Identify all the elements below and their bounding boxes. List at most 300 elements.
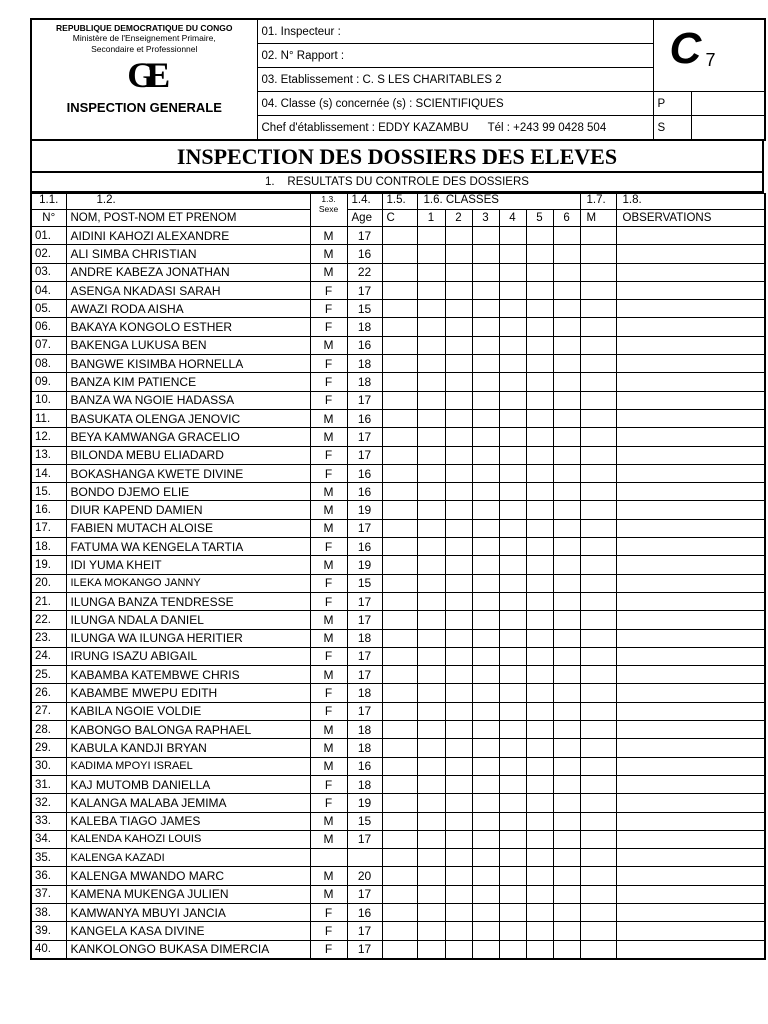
table-row [31, 300, 765, 318]
student-name: FATUMA WA KENGELA TARTIA [66, 538, 310, 556]
check-class-3 [472, 556, 499, 574]
table-row [31, 794, 765, 812]
check-class-3 [472, 629, 499, 647]
check-m [580, 647, 616, 665]
col-observations-label: OBSERVATIONS [616, 210, 765, 227]
table-row [31, 391, 765, 409]
student-number: 37. [31, 885, 66, 903]
check-class-6 [553, 446, 580, 464]
check-c [382, 391, 417, 409]
check-class-3 [472, 922, 499, 940]
student-sex: M [310, 757, 347, 775]
section-title: 1. RESULTATS DU CONTROLE DES DOSSIERS [30, 173, 764, 193]
student-sex: M [310, 611, 347, 629]
table-row [31, 757, 765, 775]
header-table [30, 18, 766, 141]
check-class-3 [472, 666, 499, 684]
check-class-6 [553, 794, 580, 812]
check-c [382, 574, 417, 592]
student-age: 16 [347, 245, 382, 263]
check-class-1 [417, 666, 445, 684]
col-class-1: 1 [417, 210, 445, 227]
check-class-6 [553, 592, 580, 610]
check-class-4 [499, 391, 526, 409]
check-class-5 [526, 263, 553, 281]
observations-cell [616, 483, 765, 501]
check-class-6 [553, 263, 580, 281]
check-c [382, 501, 417, 519]
student-number: 10. [31, 391, 66, 409]
student-name: BANGWE KISIMBA HORNELLA [66, 355, 310, 373]
table-row [31, 775, 765, 793]
check-class-5 [526, 281, 553, 299]
student-sex: M [310, 556, 347, 574]
student-name: BONDO DJEMO ELIE [66, 483, 310, 501]
check-class-4 [499, 355, 526, 373]
check-class-2 [445, 501, 472, 519]
table-row [31, 483, 765, 501]
table-row [31, 647, 765, 665]
student-sex: F [310, 355, 347, 373]
col-age-code: 1.4. [347, 194, 382, 210]
check-class-3 [472, 538, 499, 556]
student-age: 18 [347, 629, 382, 647]
check-class-1 [417, 775, 445, 793]
student-sex: M [310, 519, 347, 537]
observations-cell [616, 409, 765, 427]
check-c [382, 300, 417, 318]
check-c [382, 336, 417, 354]
table-header-row [31, 210, 765, 227]
ge-logo: GE [127, 55, 162, 95]
student-age: 19 [347, 556, 382, 574]
table-header-row [31, 194, 765, 210]
student-name: KABONGO BALONGA RAPHAEL [66, 721, 310, 739]
student-sex: M [310, 227, 347, 245]
observations-cell [616, 519, 765, 537]
check-class-2 [445, 702, 472, 720]
check-class-5 [526, 318, 553, 336]
check-m [580, 538, 616, 556]
check-m [580, 830, 616, 848]
student-age: 20 [347, 867, 382, 885]
student-number: 36. [31, 867, 66, 885]
check-m [580, 940, 616, 959]
check-class-2 [445, 849, 472, 867]
check-class-5 [526, 409, 553, 427]
student-name: ANDRE KABEZA JONATHAN [66, 263, 310, 281]
inspection-generale-label: INSPECTION GENERALE [66, 100, 222, 115]
check-class-5 [526, 428, 553, 446]
form-code [653, 19, 765, 92]
student-sex: M [310, 336, 347, 354]
check-m [580, 867, 616, 885]
check-class-4 [499, 245, 526, 263]
table-row [31, 721, 765, 739]
student-age: 17 [347, 647, 382, 665]
check-class-5 [526, 775, 553, 793]
check-c [382, 830, 417, 848]
check-class-1 [417, 501, 445, 519]
check-m [580, 336, 616, 354]
student-age: 16 [347, 903, 382, 921]
check-class-6 [553, 281, 580, 299]
check-class-4 [499, 574, 526, 592]
col-m-label: M [580, 210, 616, 227]
check-m [580, 281, 616, 299]
inspecteur-field: 01. Inspecteur : [257, 19, 653, 44]
student-sex: M [310, 245, 347, 263]
student-number: 27. [31, 702, 66, 720]
check-class-1 [417, 446, 445, 464]
student-sex: F [310, 903, 347, 921]
student-age: 16 [347, 538, 382, 556]
student-sex: F [310, 391, 347, 409]
check-class-3 [472, 739, 499, 757]
table-row [31, 592, 765, 610]
observations-cell [616, 227, 765, 245]
check-class-3 [472, 885, 499, 903]
table-row [31, 409, 765, 427]
check-c [382, 775, 417, 793]
student-sex: F [310, 300, 347, 318]
student-age: 17 [347, 885, 382, 903]
student-sex: F [310, 922, 347, 940]
student-number: 39. [31, 922, 66, 940]
student-number: 31. [31, 775, 66, 793]
student-name: KANGELA KASA DIVINE [66, 922, 310, 940]
check-class-4 [499, 592, 526, 610]
student-number: 35. [31, 849, 66, 867]
student-age: 17 [347, 940, 382, 959]
students-table [30, 193, 766, 960]
check-m [580, 428, 616, 446]
check-class-2 [445, 464, 472, 482]
check-class-4 [499, 666, 526, 684]
check-class-4 [499, 885, 526, 903]
check-class-4 [499, 263, 526, 281]
check-class-2 [445, 757, 472, 775]
check-class-3 [472, 684, 499, 702]
check-class-3 [472, 318, 499, 336]
observations-cell [616, 245, 765, 263]
check-m [580, 757, 616, 775]
check-class-2 [445, 428, 472, 446]
check-class-1 [417, 849, 445, 867]
student-name: KABAMBE MWEPU EDITH [66, 684, 310, 702]
check-c [382, 263, 417, 281]
check-c [382, 227, 417, 245]
check-class-1 [417, 281, 445, 299]
check-class-4 [499, 373, 526, 391]
student-age: 17 [347, 922, 382, 940]
student-sex: F [310, 775, 347, 793]
check-class-6 [553, 940, 580, 959]
form-code-letter: C [669, 24, 702, 73]
check-c [382, 446, 417, 464]
observations-cell [616, 300, 765, 318]
check-m [580, 922, 616, 940]
check-class-6 [553, 428, 580, 446]
observations-cell [616, 702, 765, 720]
student-name: BANZA WA NGOIE HADASSA [66, 391, 310, 409]
col-number-label: N° [31, 210, 66, 227]
check-class-5 [526, 501, 553, 519]
student-sex: M [310, 812, 347, 830]
check-class-3 [472, 409, 499, 427]
student-name: ILUNGA BANZA TENDRESSE [66, 592, 310, 610]
check-m [580, 519, 616, 537]
student-age: 18 [347, 775, 382, 793]
check-class-3 [472, 373, 499, 391]
table-row [31, 666, 765, 684]
student-number: 06. [31, 318, 66, 336]
col-class-5: 5 [526, 210, 553, 227]
observations-cell [616, 629, 765, 647]
check-class-2 [445, 775, 472, 793]
check-class-5 [526, 684, 553, 702]
check-class-6 [553, 409, 580, 427]
check-m [580, 556, 616, 574]
student-name: KABILA NGOIE VOLDIE [66, 702, 310, 720]
check-class-2 [445, 245, 472, 263]
check-class-5 [526, 538, 553, 556]
check-class-4 [499, 556, 526, 574]
table-row [31, 336, 765, 354]
student-name: KALANGA MALABA JEMIMA [66, 794, 310, 812]
check-class-3 [472, 903, 499, 921]
col-class-3: 3 [472, 210, 499, 227]
student-age: 16 [347, 757, 382, 775]
chef-etablissement-field: Chef d'établissement : EDDY KAZAMBU Tél : +243 99 0428 504 [257, 116, 653, 141]
check-class-6 [553, 757, 580, 775]
check-class-4 [499, 300, 526, 318]
check-class-2 [445, 721, 472, 739]
check-class-4 [499, 867, 526, 885]
check-m [580, 318, 616, 336]
check-class-1 [417, 794, 445, 812]
student-name: KABULA KANDJI BRYAN [66, 739, 310, 757]
observations-cell [616, 849, 765, 867]
check-class-5 [526, 666, 553, 684]
rapport-field: 02. N° Rapport : [257, 44, 653, 68]
check-class-2 [445, 227, 472, 245]
etablissement-field: 03. Etablissement : C. S LES CHARITABLES 2 [257, 68, 653, 92]
check-class-6 [553, 775, 580, 793]
check-class-6 [553, 538, 580, 556]
check-class-5 [526, 739, 553, 757]
check-class-5 [526, 867, 553, 885]
check-class-6 [553, 849, 580, 867]
student-age: 19 [347, 501, 382, 519]
check-class-1 [417, 830, 445, 848]
check-class-2 [445, 409, 472, 427]
check-m [580, 629, 616, 647]
check-class-3 [472, 245, 499, 263]
check-class-3 [472, 501, 499, 519]
table-row [31, 556, 765, 574]
check-class-2 [445, 281, 472, 299]
check-class-6 [553, 702, 580, 720]
check-class-3 [472, 592, 499, 610]
check-class-6 [553, 464, 580, 482]
observations-cell [616, 794, 765, 812]
check-class-4 [499, 629, 526, 647]
check-m [580, 355, 616, 373]
check-c [382, 922, 417, 940]
check-class-4 [499, 647, 526, 665]
check-class-5 [526, 355, 553, 373]
check-class-2 [445, 574, 472, 592]
student-sex: M [310, 885, 347, 903]
check-class-5 [526, 611, 553, 629]
check-class-6 [553, 483, 580, 501]
check-c [382, 409, 417, 427]
check-class-3 [472, 263, 499, 281]
check-class-1 [417, 592, 445, 610]
check-m [580, 849, 616, 867]
check-class-2 [445, 538, 472, 556]
check-class-6 [553, 739, 580, 757]
check-class-1 [417, 757, 445, 775]
table-row [31, 885, 765, 903]
check-class-6 [553, 519, 580, 537]
student-age: 18 [347, 355, 382, 373]
observations-cell [616, 446, 765, 464]
check-class-4 [499, 318, 526, 336]
check-class-5 [526, 757, 553, 775]
student-number: 03. [31, 263, 66, 281]
check-class-5 [526, 647, 553, 665]
student-name: ILUNGA WA ILUNGA HERITIER [66, 629, 310, 647]
table-row [31, 428, 765, 446]
student-age: 18 [347, 318, 382, 336]
student-number: 32. [31, 794, 66, 812]
check-class-6 [553, 812, 580, 830]
check-class-5 [526, 903, 553, 921]
student-number: 14. [31, 464, 66, 482]
student-sex: F [310, 684, 347, 702]
student-name: BANZA KIM PATIENCE [66, 373, 310, 391]
check-class-4 [499, 336, 526, 354]
check-class-3 [472, 300, 499, 318]
check-class-1 [417, 903, 445, 921]
check-class-4 [499, 794, 526, 812]
student-age: 17 [347, 227, 382, 245]
table-row [31, 922, 765, 940]
check-class-4 [499, 409, 526, 427]
check-class-3 [472, 611, 499, 629]
check-m [580, 903, 616, 921]
student-name: BILONDA MEBU ELIADARD [66, 446, 310, 464]
check-m [580, 885, 616, 903]
check-class-2 [445, 300, 472, 318]
student-number: 05. [31, 300, 66, 318]
check-c [382, 611, 417, 629]
check-c [382, 464, 417, 482]
observations-cell [616, 611, 765, 629]
check-class-4 [499, 227, 526, 245]
observations-cell [616, 684, 765, 702]
check-m [580, 263, 616, 281]
check-class-4 [499, 849, 526, 867]
check-m [580, 300, 616, 318]
student-name: KALEBA TIAGO JAMES [66, 812, 310, 830]
observations-cell [616, 922, 765, 940]
student-number: 09. [31, 373, 66, 391]
table-row [31, 538, 765, 556]
check-class-6 [553, 501, 580, 519]
page-title: INSPECTION DES DOSSIERS DES ELEVES [30, 141, 764, 173]
student-name: KALENGA MWANDO MARC [66, 867, 310, 885]
check-class-2 [445, 446, 472, 464]
check-class-4 [499, 940, 526, 959]
student-sex: F [310, 574, 347, 592]
observations-cell [616, 556, 765, 574]
student-name: BASUKATA OLENGA JENOVIC [66, 409, 310, 427]
check-class-2 [445, 629, 472, 647]
check-class-6 [553, 227, 580, 245]
observations-cell [616, 538, 765, 556]
check-class-1 [417, 885, 445, 903]
col-classes-header: 1.6. CLASSES [417, 194, 580, 210]
student-sex: F [310, 702, 347, 720]
student-sex: M [310, 739, 347, 757]
check-m [580, 446, 616, 464]
student-number: 16. [31, 501, 66, 519]
check-class-3 [472, 519, 499, 537]
table-row [31, 867, 765, 885]
check-class-4 [499, 757, 526, 775]
check-class-5 [526, 721, 553, 739]
check-m [580, 775, 616, 793]
check-class-3 [472, 446, 499, 464]
student-sex: M [310, 666, 347, 684]
check-class-2 [445, 903, 472, 921]
s-value-cell [691, 116, 765, 141]
student-name: IRUNG ISAZU ABIGAIL [66, 647, 310, 665]
student-sex: M [310, 483, 347, 501]
check-class-1 [417, 355, 445, 373]
observations-cell [616, 647, 765, 665]
check-class-4 [499, 739, 526, 757]
student-number: 33. [31, 812, 66, 830]
check-class-1 [417, 867, 445, 885]
check-class-3 [472, 849, 499, 867]
student-number: 34. [31, 830, 66, 848]
student-name: FABIEN MUTACH ALOISE [66, 519, 310, 537]
check-class-6 [553, 373, 580, 391]
check-class-3 [472, 464, 499, 482]
table-row [31, 281, 765, 299]
table-row [31, 684, 765, 702]
check-class-4 [499, 464, 526, 482]
check-class-5 [526, 300, 553, 318]
col-c-label: C [382, 210, 417, 227]
table-row [31, 227, 765, 245]
check-m [580, 245, 616, 263]
student-sex [310, 849, 347, 867]
check-c [382, 702, 417, 720]
check-c [382, 812, 417, 830]
student-sex: M [310, 409, 347, 427]
check-class-2 [445, 666, 472, 684]
col-observations-code: 1.8. [616, 194, 765, 210]
student-age: 15 [347, 300, 382, 318]
check-m [580, 483, 616, 501]
check-m [580, 812, 616, 830]
check-class-3 [472, 940, 499, 959]
